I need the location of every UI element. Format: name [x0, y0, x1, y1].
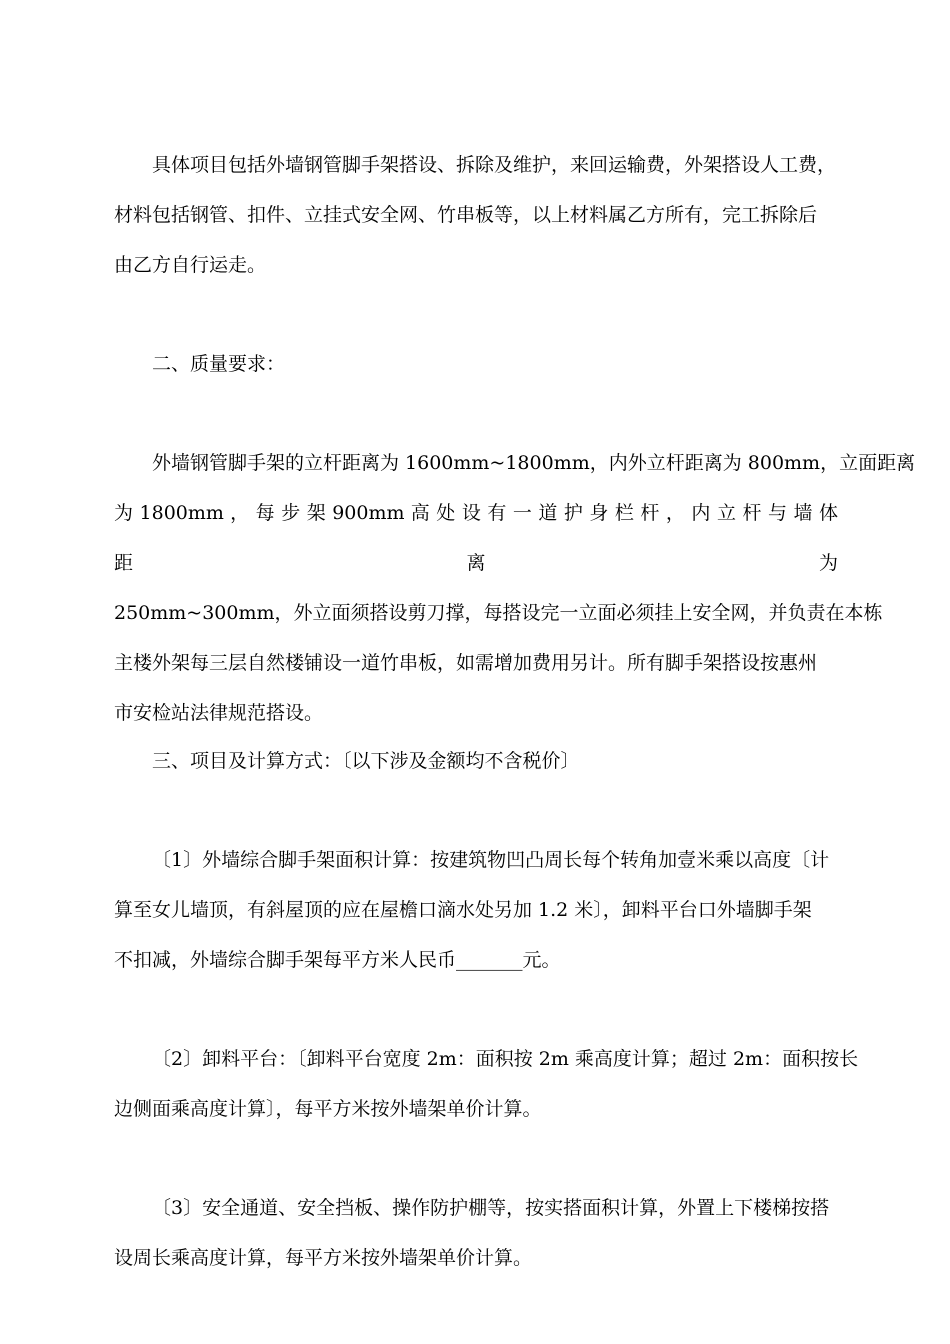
- text-line: 为 1800mm ， 每 步 架 900mm 高 处 设 有 一 道 护 身 栏 杆 ， 内 立 杆 与 墙 体 距 离 为: [114, 502, 838, 574]
- text-line: 边侧面乘高度计算〕，每平方米按外墙架单价计算。: [114, 1098, 542, 1120]
- text-line: 不扣减，外墙综合脚手架每平方米人民币_______元。: [114, 949, 561, 971]
- text-line: 设周长乘高度计算，每平方米按外墙架单价计算。: [114, 1247, 533, 1269]
- text-line: 材料包括钢管、扣件、立挂式安全网、竹串板等，以上材料属乙方所有，完工拆除后: [114, 204, 818, 226]
- quality-paragraph: [114, 438, 916, 738]
- section3-heading: [114, 736, 838, 786]
- intro-paragraph: [114, 140, 838, 290]
- text-line: 主楼外架每三层自然楼铺设一道竹串板，如需增加费用另计。所有脚手架搭设按惠州: [114, 652, 818, 674]
- text-line: 具体项目包括外墙钢管脚手架搭设、拆除及维护，来回运输费，外架搭设人工费，: [152, 154, 837, 176]
- item3-paragraph: [114, 1183, 838, 1283]
- text-line: 市安检站法律规范搭设。: [114, 702, 324, 724]
- item1-paragraph: [114, 835, 838, 985]
- text-line: 〔1〕外墙综合脚手架面积计算：按建筑物凹凸周长每个转角加壹米乘以高度〔计: [152, 849, 830, 871]
- item2-paragraph: [114, 1034, 859, 1134]
- section-heading: 二、质量要求：: [152, 353, 286, 375]
- section-heading: 三、项目及计算方式：〔以下涉及金额均不含税价〕: [152, 750, 580, 772]
- text-line: 〔2〕卸料平台：〔卸料平台宽度 2m：面积按 2m 乘高度计算；超过 2m：面积按长: [152, 1048, 859, 1070]
- text-line: 算至女儿墙顶，有斜屋顶的应在屋檐口滴水处另加 1.2 米〕，卸料平台口外墙脚手架: [114, 899, 812, 921]
- text-line: 250mm~300mm，外立面须搭设剪刀撑，每搭设完一立面必须挂上安全网，并负责在本栋: [114, 602, 883, 624]
- text-line: 〔3〕安全通道、安全挡板、操作防护棚等，按实搭面积计算，外置上下楼梯按搭: [152, 1197, 830, 1219]
- section2-heading: [114, 339, 838, 389]
- text-line: 由乙方自行运走。: [114, 254, 267, 276]
- text-line: 外墙钢管脚手架的立杆距离为 1600mm~1800mm，内外立杆距离为 800mm，立面距离: [152, 452, 916, 474]
